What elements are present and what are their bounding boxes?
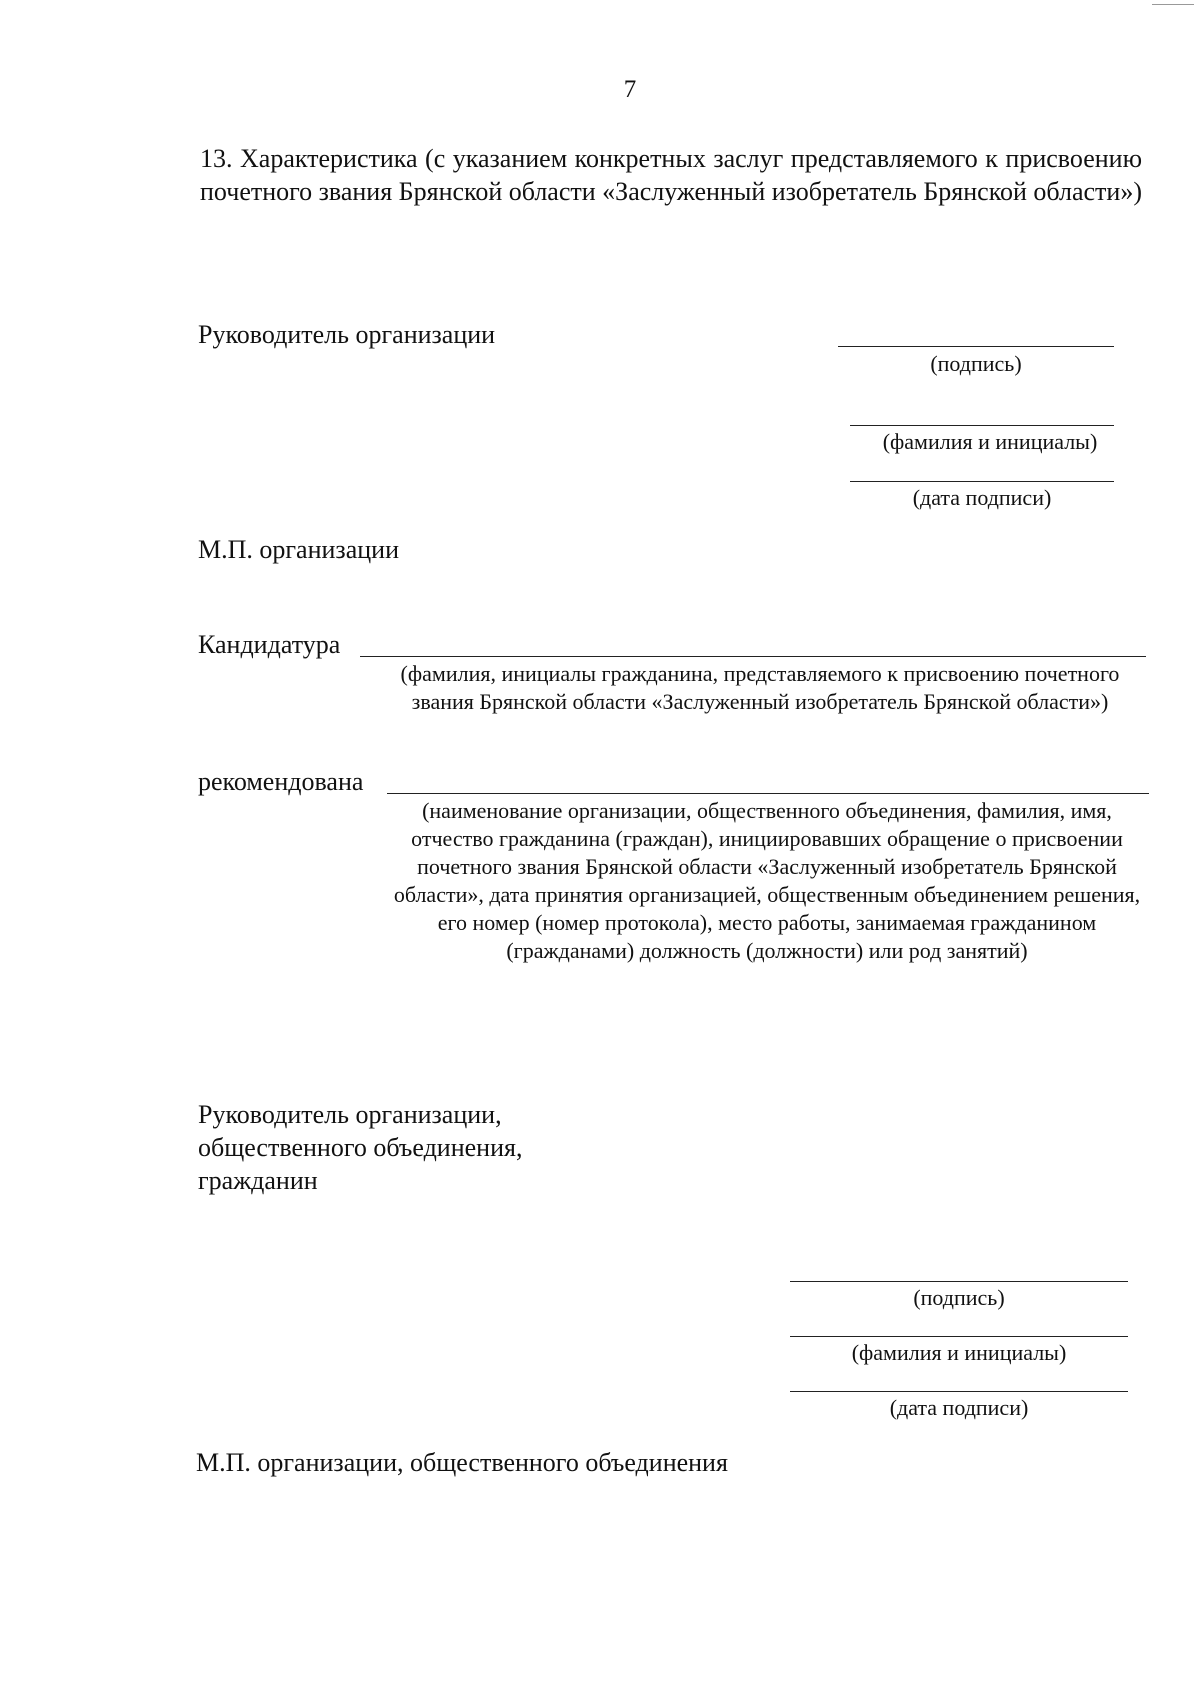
name-line[interactable] [850,425,1114,426]
name-caption-2: (фамилия и инициалы) [851,1340,1067,1365]
head-of-organization-label: Руководитель организации [198,320,496,349]
head-label-line-2: общественного объединения, [198,1133,523,1162]
candidacy-label: Кандидатура [198,630,341,659]
candidacy-caption: (фамилия, инициалы гражданина, представляемого к присвоению почетного звания Брянской области «Заслуженный изобретатель Брянской области») [400,661,1120,714]
head-label-line-1: Руководитель организации, [198,1100,502,1129]
recommended-caption: (наименование организации, общественного объединения, фамилия, имя, отчество гражданина (граждан), инициировавших обращение о присвоении почетного звания Брянской области «Заслуженный изобретатель Брянской области», дата принятия организацией, общественным объединением решения, его номер (номер протокола), место работы, занимаемая гражданином (гражданами) должность (должности) или род занятий) [393,798,1141,963]
scan-edge-mark [1152,4,1194,5]
recommended-label: рекомендована [198,767,364,796]
head-label-line-3: гражданин [198,1166,318,1195]
signature-caption: (подпись) [930,351,1022,376]
signature-line[interactable] [838,346,1114,347]
signature-line-2[interactable] [790,1281,1128,1282]
recommended-field-line[interactable] [387,793,1149,794]
stamp-label: М.П. организации [198,535,399,564]
item-13-characteristic: 13. Характеристика (с указанием конкретных заслуг представляемого к присвоению почетного звания Брянской области «Заслуженный изобретатель Брянской области») [200,144,1142,206]
candidacy-field-line[interactable] [360,656,1146,657]
date-caption-2: (дата подписи) [889,1395,1029,1420]
signature-caption-2: (подпись) [913,1285,1005,1310]
name-line-2[interactable] [790,1336,1128,1337]
page-number: 7 [623,76,637,103]
date-line[interactable] [850,481,1114,482]
date-caption: (дата подписи) [912,485,1052,510]
name-caption: (фамилия и инициалы) [882,429,1098,454]
date-line-2[interactable] [790,1391,1128,1392]
stamp-label-2: М.П. организации, общественного объединения [196,1448,728,1477]
